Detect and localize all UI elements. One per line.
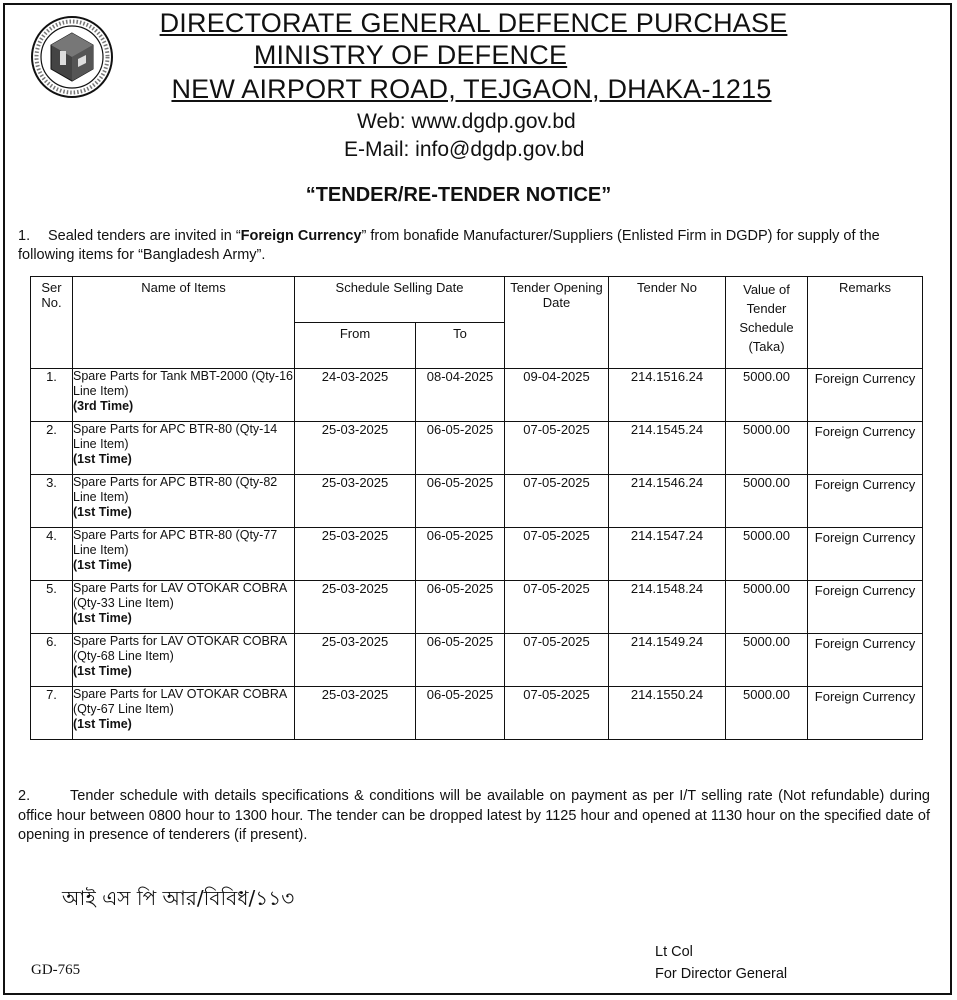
cell-item-name — [73, 581, 295, 634]
cell-value: 5000.00 — [726, 528, 808, 581]
cell-item-name — [73, 475, 295, 528]
header-tender-no: Tender No — [609, 277, 726, 369]
cell-from: 25-03-2025 — [295, 581, 416, 634]
cell-value: 5000.00 — [726, 422, 808, 475]
cell-from: 25-03-2025 — [295, 687, 416, 740]
website-link[interactable]: Web: www.dgdp.gov.bd — [357, 110, 576, 133]
cell-to: 06-05-2025 — [416, 581, 505, 634]
header-from: From — [295, 323, 416, 369]
cell-value: 5000.00 — [726, 475, 808, 528]
signature-rank: Lt Col — [655, 944, 693, 960]
item-name-text: Spare Parts for APC BTR-80 (Qty-14 Line Item) — [73, 422, 278, 451]
cell-to: 06-05-2025 — [416, 687, 505, 740]
paragraph-2 — [18, 787, 930, 846]
cell-tender-no: 214.1548.24 — [609, 581, 726, 634]
cell-value: 5000.00 — [726, 687, 808, 740]
cell-from: 25-03-2025 — [295, 528, 416, 581]
cell-from: 25-03-2025 — [295, 422, 416, 475]
cell-value: 5000.00 — [726, 634, 808, 687]
item-name-text: Spare Parts for APC BTR-80 (Qty-77 Line Item) — [73, 528, 278, 557]
cell-to: 08-04-2025 — [416, 369, 505, 422]
item-time: (3rd Time) — [73, 399, 134, 413]
cell-remarks: Foreign Currency — [808, 475, 923, 528]
header-opening: Tender Opening Date — [505, 277, 609, 369]
cell-ser: 7. — [31, 687, 73, 740]
cell-from: 24-03-2025 — [295, 369, 416, 422]
cell-tender-no: 214.1546.24 — [609, 475, 726, 528]
header-schedule: Schedule Selling Date — [295, 277, 505, 323]
cell-opening: 09-04-2025 — [505, 369, 609, 422]
header-ser: Ser No. — [31, 277, 73, 369]
notice-title: “TENDER/RE-TENDER NOTICE” — [305, 184, 612, 206]
item-name-text: Spare Parts for LAV OTOKAR COBRA (Qty-68 Line Item) — [73, 634, 287, 663]
cell-ser: 6. — [31, 634, 73, 687]
item-name-text: Spare Parts for Tank MBT-2000 (Qty-16 Line Item) — [73, 369, 294, 398]
header-line-1: DIRECTORATE GENERAL DEFENCE PURCHASE — [159, 8, 788, 38]
table-row — [31, 422, 923, 475]
item-name-text: Spare Parts for APC BTR-80 (Qty-82 Line Item) — [73, 475, 278, 504]
cell-item-name — [73, 634, 295, 687]
item-time: (1st Time) — [73, 558, 132, 572]
cell-remarks: Foreign Currency — [808, 581, 923, 634]
cell-remarks: Foreign Currency — [808, 528, 923, 581]
header-value: Value of Tender Schedule (Taka) — [726, 277, 808, 369]
isrp-reference: আই এস পি আর/বিবিধ/১১৩ — [62, 886, 295, 910]
cell-ser: 1. — [31, 369, 73, 422]
cell-ser: 2. — [31, 422, 73, 475]
cell-value: 5000.00 — [726, 581, 808, 634]
header-to: To — [416, 323, 505, 369]
cell-item-name — [73, 528, 295, 581]
item-time: (1st Time) — [73, 505, 132, 519]
table-row — [31, 475, 923, 528]
cell-remarks: Foreign Currency — [808, 687, 923, 740]
table-row — [31, 687, 923, 740]
cell-opening: 07-05-2025 — [505, 581, 609, 634]
table-row — [31, 369, 923, 422]
cell-remarks: Foreign Currency — [808, 422, 923, 475]
cell-tender-no: 214.1550.24 — [609, 687, 726, 740]
cell-from: 25-03-2025 — [295, 634, 416, 687]
cell-remarks: Foreign Currency — [808, 634, 923, 687]
cell-item-name — [73, 422, 295, 475]
cell-tender-no: 214.1547.24 — [609, 528, 726, 581]
cell-to: 06-05-2025 — [416, 528, 505, 581]
cell-opening: 07-05-2025 — [505, 634, 609, 687]
table-row — [31, 634, 923, 687]
cell-tender-no: 214.1545.24 — [609, 422, 726, 475]
para-1-text-a: Sealed tenders are invited in “ — [48, 228, 241, 244]
para-2-text: Tender schedule with details specifications & conditions will be available on payment as per I/T selling rate (Not refundable) during office hour between 0800 hour to 1300 hour. The tender can be dropped latest by 1125 hour and opened at 1130 hour on the specified date of opening in presence of tenderers (if present). — [18, 788, 930, 843]
cell-opening: 07-05-2025 — [505, 475, 609, 528]
item-time: (1st Time) — [73, 664, 132, 678]
cell-opening: 07-05-2025 — [505, 687, 609, 740]
para-1-number: 1. — [18, 228, 31, 244]
cell-ser: 3. — [31, 475, 73, 528]
paragraph-1 — [18, 227, 930, 265]
cell-item-name — [73, 687, 295, 740]
cell-ser: 4. — [31, 528, 73, 581]
para-1-text-b: ” from bonafide Manufacturer/Suppliers (Enlisted Firm in DGDP) for supply of the following items for “Bangladesh Army”. — [18, 228, 880, 263]
cell-value: 5000.00 — [726, 369, 808, 422]
item-time: (1st Time) — [73, 717, 132, 731]
header-line-2: MINISTRY OF DEFENCE — [253, 40, 568, 70]
table-row — [31, 528, 923, 581]
signature-for: For Director General — [655, 966, 788, 982]
email-link[interactable]: E-Mail: info@dgdp.gov.bd — [344, 138, 585, 161]
para-1-bold: Foreign Currency — [240, 228, 362, 244]
cell-ser: 5. — [31, 581, 73, 634]
item-name-text: Spare Parts for LAV OTOKAR COBRA (Qty-33 Line Item) — [73, 581, 287, 610]
gd-number: GD-765 — [31, 962, 81, 978]
para-2-number: 2. — [18, 788, 31, 804]
header-line-3: NEW AIRPORT ROAD, TEJGAON, DHAKA-1215 — [171, 74, 772, 104]
cell-to: 06-05-2025 — [416, 475, 505, 528]
cell-item-name — [73, 369, 295, 422]
tender-table — [30, 276, 923, 740]
cell-tender-no: 214.1549.24 — [609, 634, 726, 687]
item-time: (1st Time) — [73, 452, 132, 466]
header-name: Name of Items — [73, 277, 295, 369]
item-time: (1st Time) — [73, 611, 132, 625]
cell-opening: 07-05-2025 — [505, 528, 609, 581]
cell-to: 06-05-2025 — [416, 634, 505, 687]
header-remarks: Remarks — [808, 277, 923, 369]
cell-remarks: Foreign Currency — [808, 369, 923, 422]
table-row — [31, 581, 923, 634]
cell-opening: 07-05-2025 — [505, 422, 609, 475]
cell-from: 25-03-2025 — [295, 475, 416, 528]
cell-tender-no: 214.1516.24 — [609, 369, 726, 422]
cell-to: 06-05-2025 — [416, 422, 505, 475]
item-name-text: Spare Parts for LAV OTOKAR COBRA (Qty-67 Line Item) — [73, 687, 287, 716]
